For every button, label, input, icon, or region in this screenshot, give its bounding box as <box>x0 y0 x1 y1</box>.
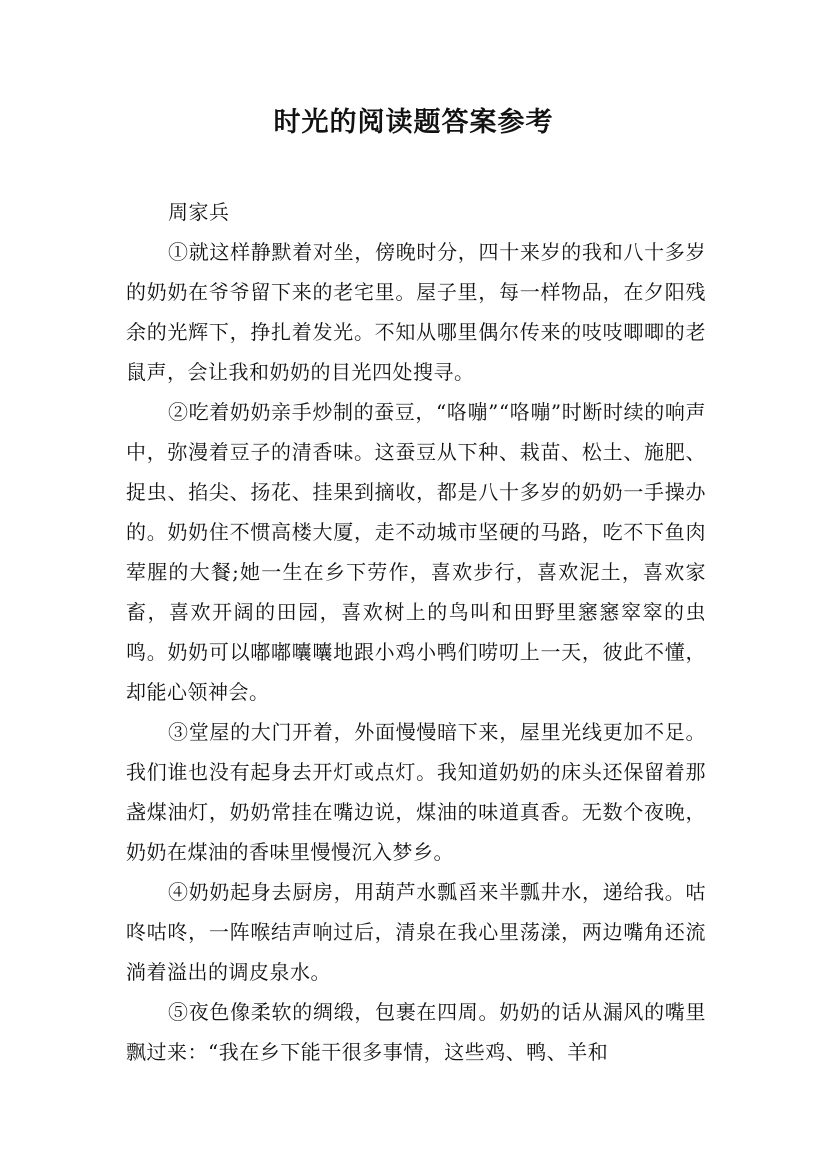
document-title: 时光的阅读题答案参考 <box>273 107 554 138</box>
paragraph-4: ④奶奶起身去厨房，用葫芦水瓢舀来半瓢井水，递给我。咕咚咕咚，一阵喉结声响过后，清泉在我心里荡漾，两边嘴角还流淌着溢出的调皮泉水。 <box>126 880 706 984</box>
paragraph-3: ③堂屋的大门开着，外面慢慢暗下来，屋里光线更加不足。我们谁也没有起身去开灯或点灯。我知道奶奶的床头还保留着那盏煤油灯，奶奶常挂在嘴边说，煤油的味道真香。无数个夜晚，奶奶在煤油的香味里慢慢沉入梦乡。 <box>126 720 706 864</box>
author-name: 周家兵 <box>168 200 230 224</box>
paragraph-5: ⑤夜色像柔软的绸缎，包裹在四周。奶奶的话从漏风的嘴里飘过来：“我在乡下能干很多事情，这些鸡、鸭、羊和 <box>126 1000 706 1064</box>
paragraph-2: ②吃着奶奶亲手炒制的蚕豆，“咯嘣”“咯嘣”时断时续的响声中，弥漫着豆子的清香味。这蚕豆从下种、栽苗、松土、施肥、捉虫、掐尖、扬花、挂果到摘收，都是八十多岁的奶奶一手操办的。奶奶住不惯高楼大厦，走不动城市坚硬的马路，吃不下鱼肉荤腥的大餐;她一生在乡下劳作，喜欢步行，喜欢泥土，喜欢家畜，喜欢开阔的田园，喜欢树上的鸟叫和田野里窸窸窣窣的虫鸣。奶奶可以嘟嘟囔囔地跟小鸡小鸭们唠叨上一天，彼此不懂，却能心领神会。 <box>126 400 706 704</box>
article-body <box>126 192 706 1072</box>
paragraph-1: ①就这样静默着对坐，傍晚时分，四十来岁的我和八十多岁的奶奶在爷爷留下来的老宅里。屋子里，每一样物品，在夕阳残余的光辉下，挣扎着发光。不知从哪里偶尔传来的吱吱唧唧的老鼠声，会让我和奶奶的目光四处搜寻。 <box>126 240 706 384</box>
